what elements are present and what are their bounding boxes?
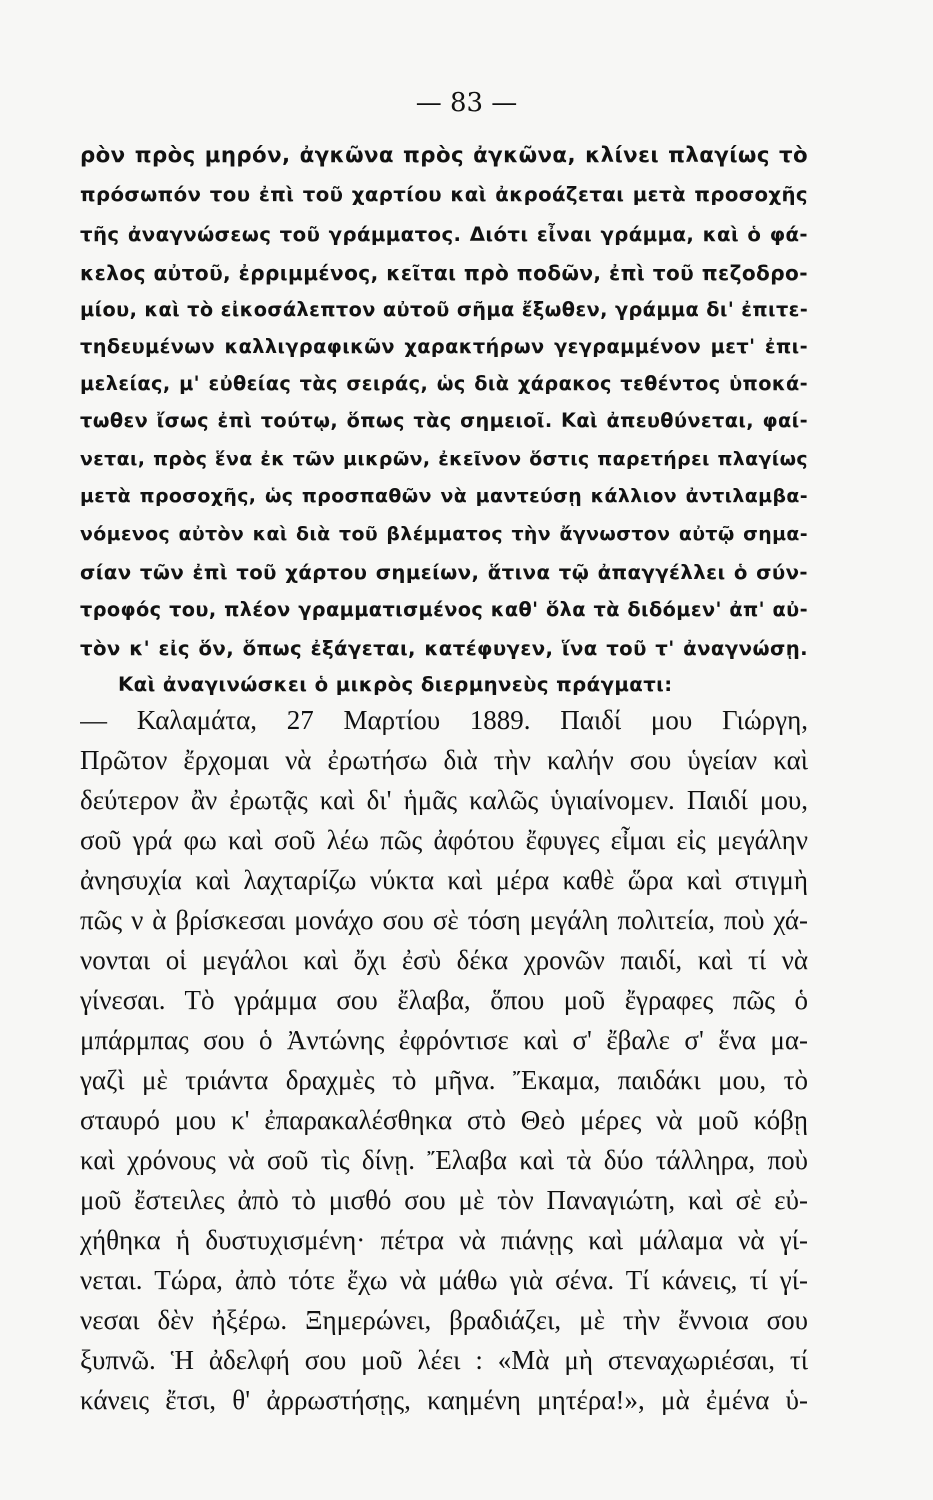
page-number: — 83 — [415, 88, 518, 118]
letter-line: σοῦ γρά φω καὶ σοῦ λέω πῶς ἀφότου ἔφυγες εἶμαι εἰς μεγάλην [80, 825, 808, 855]
text-line: νεται, πρὸς ἕνα ἐκ τῶν μικρῶν, ἐκεῖνον ὅστις παρετήρει πλαγίως [80, 448, 808, 470]
text-line: πρόσωπόν του ἐπὶ τοῦ χαρτίου καὶ ἀκροάζεται μετὰ προσοχῆς [80, 183, 808, 206]
text-line: μετὰ προσοχῆς, ὡς προσπαθῶν νὰ μαντεύσῃ κάλλιον ἀντιλαμβα- [80, 485, 808, 507]
text-line: ρὸν πρὸς μηρόν, ἀγκῶνα πρὸς ἀγκῶνα, κλίνει πλαγίως τὸ [80, 143, 808, 168]
text-line: τὸν κ' εἰς ὅν, ὅπως ἐξάγεται, κατέφυγεν, ἵνα τοῦ τ' ἀναγνώσῃ. [80, 637, 808, 660]
text-line: τηδευμένων καλλιγραφικῶν χαρακτήρων γεγραμμένον μετ' ἐπι- [80, 335, 808, 358]
letter-line: πῶς ν ὰ βρίσκεσαι μονάχο σου σὲ τόση μεγάλη πολιτεία, ποὺ χά- [80, 905, 808, 935]
text-line: κελος αὐτοῦ, ἐρριμμένος, κεῖται πρὸ ποδῶν, ἐπὶ τοῦ πεζοδρο- [80, 261, 808, 285]
letter-line: ἀνησυχία καὶ λαχταρίζω νύκτα καὶ μέρα καθὲ ὥρα καὶ στιγμὴ [80, 865, 808, 895]
text-line: σίαν τῶν ἐπὶ τοῦ χάρτου σημείων, ἅτινα τῷ ἀπαγγέλλει ὁ σύν- [80, 561, 808, 584]
letter-line: καὶ χρόνους νὰ σοῦ τὶς δίνῃ. Ἔλαβα καὶ τὰ δύο τάλληρα, ποὺ [80, 1145, 808, 1175]
letter-line: — Καλαμάτα, 27 Μαρτίου 1889. Παιδί μου Γιώργη, [80, 705, 808, 735]
letter-line: γίνεσαι. Τὸ γράμμα σου ἔλαβα, ὅπου μοῦ ἔγραφες πῶς ὁ [80, 985, 808, 1015]
letter-line: ξυπνῶ. Ἡ ἀδελφή σου μοῦ λέει : «Μὰ μὴ στεναχωριέσαι, τί [80, 1345, 808, 1375]
text-line: τῆς ἀναγνώσεως τοῦ γράμματος. Διότι εἶναι γράμμα, καὶ ὁ φά- [80, 223, 808, 246]
letter-line: κάνεις ἔτσι, θ' ἀρρωστήσῃς, καημένη μητέρα!», μὰ ἐμένα ὑ- [80, 1385, 808, 1415]
text-line: τωθεν ἴσως ἐπὶ τούτῳ, ὅπως τὰς σημειοῖ. Καὶ ἀπευθύνεται, φαί- [80, 409, 808, 432]
letter-line: χήθηκα ἡ δυστυχισμένη· πέτρα νὰ πιάνῃς καὶ μάλαμα νὰ γί- [80, 1225, 808, 1255]
text-line: νόμενος αὐτὸν καὶ διὰ τοῦ βλέμματος τὴν ἄγνωστον αὐτῷ σημα- [80, 523, 808, 545]
text-line: Καὶ ἀναγινώσκει ὁ μικρὸς διερμηνεὺς πράγματι: [118, 673, 673, 696]
letter-line: μπάρμπας σου ὁ Ἀντώνης ἐφρόντισε καὶ σ' ἔβαλε σ' ἕνα μα- [80, 1025, 808, 1055]
letter-line: Πρῶτον ἔρχομαι νὰ ἐρωτήσω διὰ τὴν καλήν σου ὑγείαν καὶ [80, 745, 808, 775]
letter-line: νονται οἱ μεγάλοι καὶ ὄχι ἐσὺ δέκα χρονῶν παιδί, καὶ τί νὰ [80, 945, 808, 975]
text-line: μίου, καὶ τὸ εἰκοσάλεπτον αὐτοῦ σῆμα ἔξωθεν, γράμμα δι' ἐπιτε- [80, 298, 808, 321]
letter-line: δεύτερον ἂν ἐρωτᾷς καὶ δι' ἡμᾶς καλῶς ὑγιαίνομεν. Παιδί μου, [80, 785, 808, 815]
letter-line: γαζὶ μὲ τριάντα δραχμὲς τὸ μῆνα. Ἔκαμα, παιδάκι μου, τὸ [80, 1065, 808, 1095]
letter-line: σταυρό μου κ' ἐπαρακαλέσθηκα στὸ Θεὸ μέρες νὰ μοῦ κόβῃ [80, 1105, 808, 1135]
letter-line: μοῦ ἔστειλες ἀπὸ τὸ μισθό σου μὲ τὸν Παναγιώτη, καὶ σὲ εὐ- [80, 1185, 808, 1215]
text-line: μελείας, μ' εὐθείας τὰς σειράς, ὡς διὰ χάρακος τεθέντος ὑποκά- [80, 372, 808, 395]
letter-line: νεσαι δὲν ἠξέρω. Ξημερώνει, βραδιάζει, μὲ τὴν ἔννοια σου [80, 1305, 808, 1335]
text-line: τροφός του, πλέον γραμματισμένος καθ' ὅλα τὰ διδόμεν' ἀπ' αὐ- [80, 598, 808, 621]
letter-line: νεται. Τώρα, ἀπὸ τότε ἔχω νὰ μάθω γιὰ σένα. Τί κάνεις, τί γί- [80, 1265, 808, 1295]
